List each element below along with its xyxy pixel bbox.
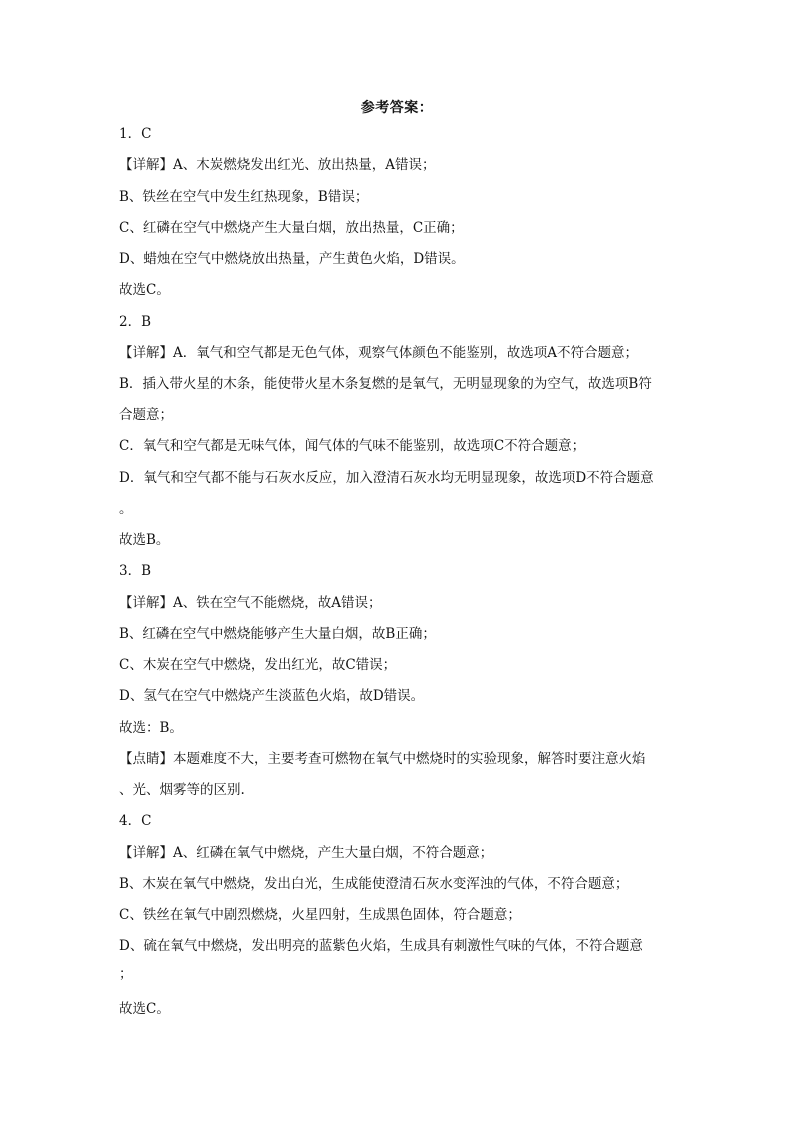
answer-choice: 故选C。 xyxy=(119,1001,170,1017)
explanation-line: B、铁丝在空气中发生红热现象，B错误； xyxy=(119,189,369,205)
explanation-line: D、氢气在空气中燃烧产生淡蓝色火焰，故D错误。 xyxy=(119,688,425,704)
explanation-line: D．氧气和空气都不能与石灰水反应，加入澄清石灰水均无明显现象，故选项D不符合题意 xyxy=(119,470,654,486)
explanation-line: 【详解】A、铁在空气不能燃烧，故A错误； xyxy=(119,595,382,611)
explanation-line: C、木炭在空气中燃烧，发出红光，故C错误； xyxy=(119,657,397,673)
comment-line: 【点睛】本题难度不大，主要考查可燃物在氧气中燃烧时的实验现象，解答时要注意火焰 xyxy=(119,751,646,767)
answer-number: 3．B xyxy=(119,563,152,579)
explanation-line: B．插入带火星的木条，能使带火星木条复燃的是氧气，无明显现象的为空气，故选项B符 xyxy=(119,376,652,392)
answer-number: 2．B xyxy=(119,314,152,330)
comment-line: 、光、烟雾等的区别. xyxy=(119,782,245,798)
explanation-line: D、蜡烛在空气中燃烧放出热量，产生黄色火焰，D错误。 xyxy=(119,251,465,267)
page-title: 参考答案： xyxy=(360,100,434,116)
explanation-line: C、铁丝在氧气中剧烈燃烧，火星四射，生成黑色固体，符合题意； xyxy=(119,907,521,923)
answer-number: 4．C xyxy=(119,813,152,829)
explanation-line: 【详解】A．氧气和空气都是无色气体，观察气体颜色不能鉴别，故选项A不符合题意； xyxy=(119,345,638,361)
explanation-line: 合题意； xyxy=(119,407,173,423)
explanation-line: C．氧气和空气都是无味气体，闻气体的气味不能鉴别，故选项C不符合题意； xyxy=(119,438,586,454)
explanation-line: 【详解】A、红磷在氧气中燃烧，产生大量白烟，不符合题意； xyxy=(119,845,494,861)
answer-choice: 故选B。 xyxy=(119,532,170,548)
answer-choice: 故选C。 xyxy=(119,282,170,298)
explanation-line: 。 xyxy=(119,501,133,517)
explanation-line: ； xyxy=(119,966,133,982)
explanation-line: 【详解】A、木炭燃烧发出红光、放出热量，A错误； xyxy=(119,157,436,173)
explanation-line: D、硫在氧气中燃烧，发出明亮的蓝紫色火焰，生成具有刺激性气味的气体，不符合题意 xyxy=(119,938,643,954)
explanation-line: C、红磷在空气中燃烧产生大量白烟，放出热量，C正确； xyxy=(119,220,464,236)
answer-choice: 故选：B。 xyxy=(119,720,183,736)
explanation-line: B、红磷在空气中燃烧能够产生大量白烟，故B正确； xyxy=(119,626,436,642)
answer-number: 1．C xyxy=(119,126,152,142)
explanation-line: B、木炭在氧气中燃烧，发出白光，生成能使澄清石灰水变浑浊的气体，不符合题意； xyxy=(119,876,629,892)
